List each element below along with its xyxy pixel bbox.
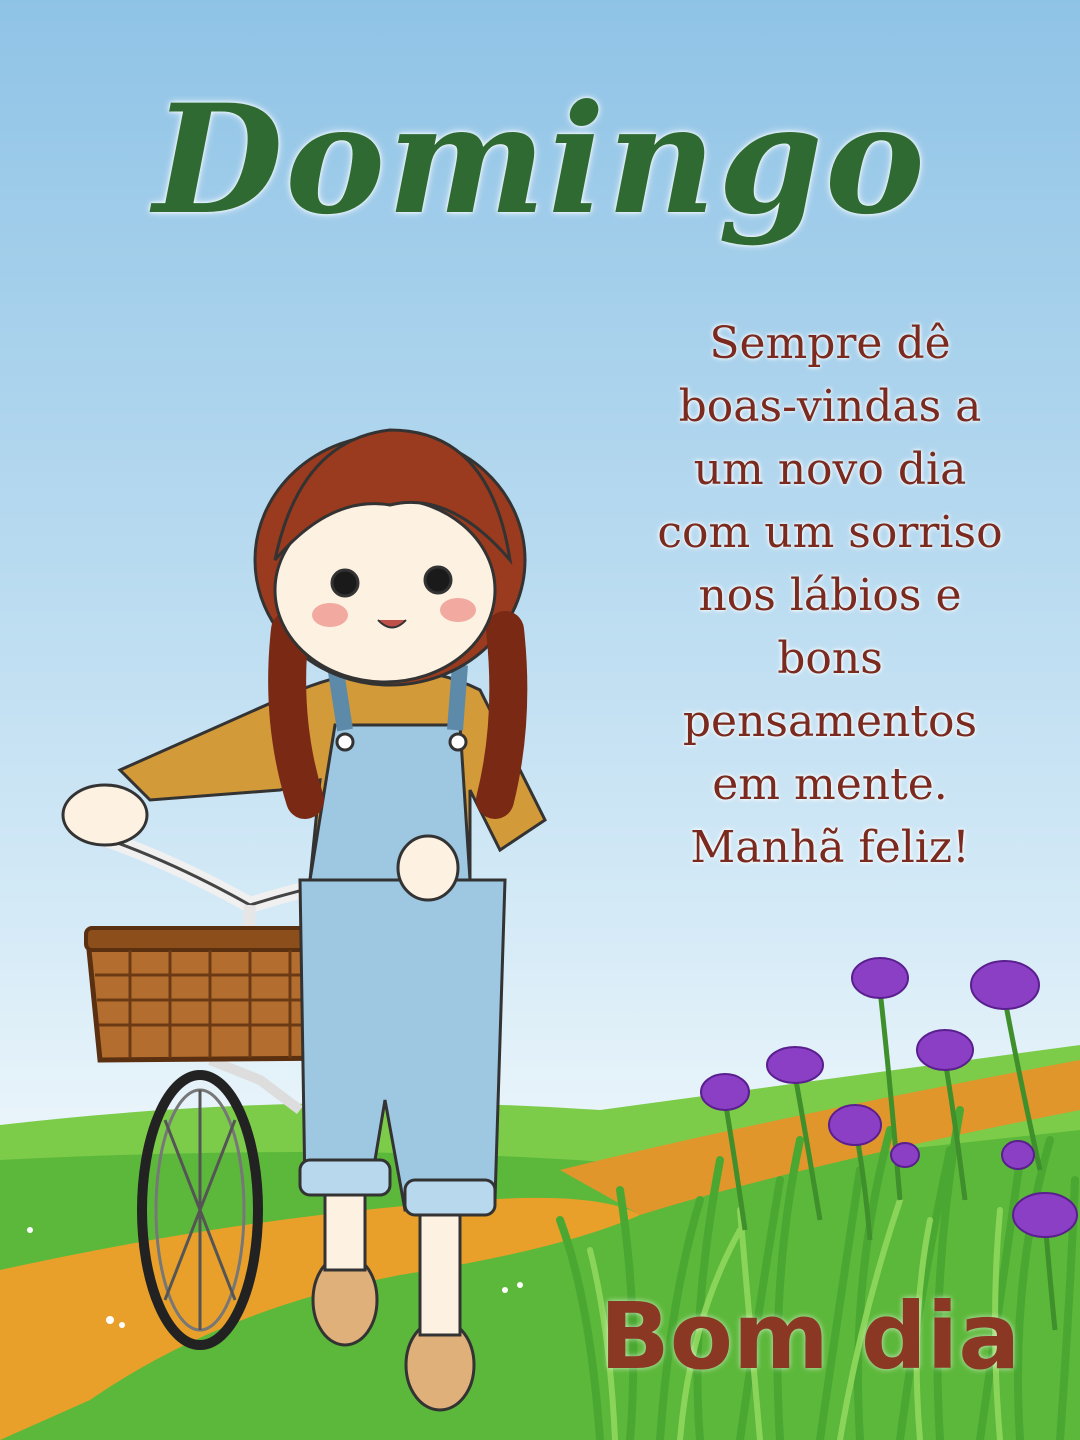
message-line: com um sorriso xyxy=(657,507,1003,558)
message-line: bons xyxy=(777,633,883,684)
message-line: pensamentos xyxy=(682,696,978,747)
message-line: em mente. xyxy=(712,759,948,810)
greeting-message xyxy=(580,312,1080,879)
card-title: Domingo xyxy=(153,72,927,248)
message-line: nos lábios e xyxy=(698,570,962,621)
closing-greeting: Bom dia xyxy=(599,1283,1021,1390)
message-line: boas-vindas a xyxy=(678,381,982,432)
message-line: Manhã feliz! xyxy=(690,822,970,873)
message-line: Sempre dê xyxy=(709,318,951,369)
message-line: um novo dia xyxy=(693,444,967,495)
